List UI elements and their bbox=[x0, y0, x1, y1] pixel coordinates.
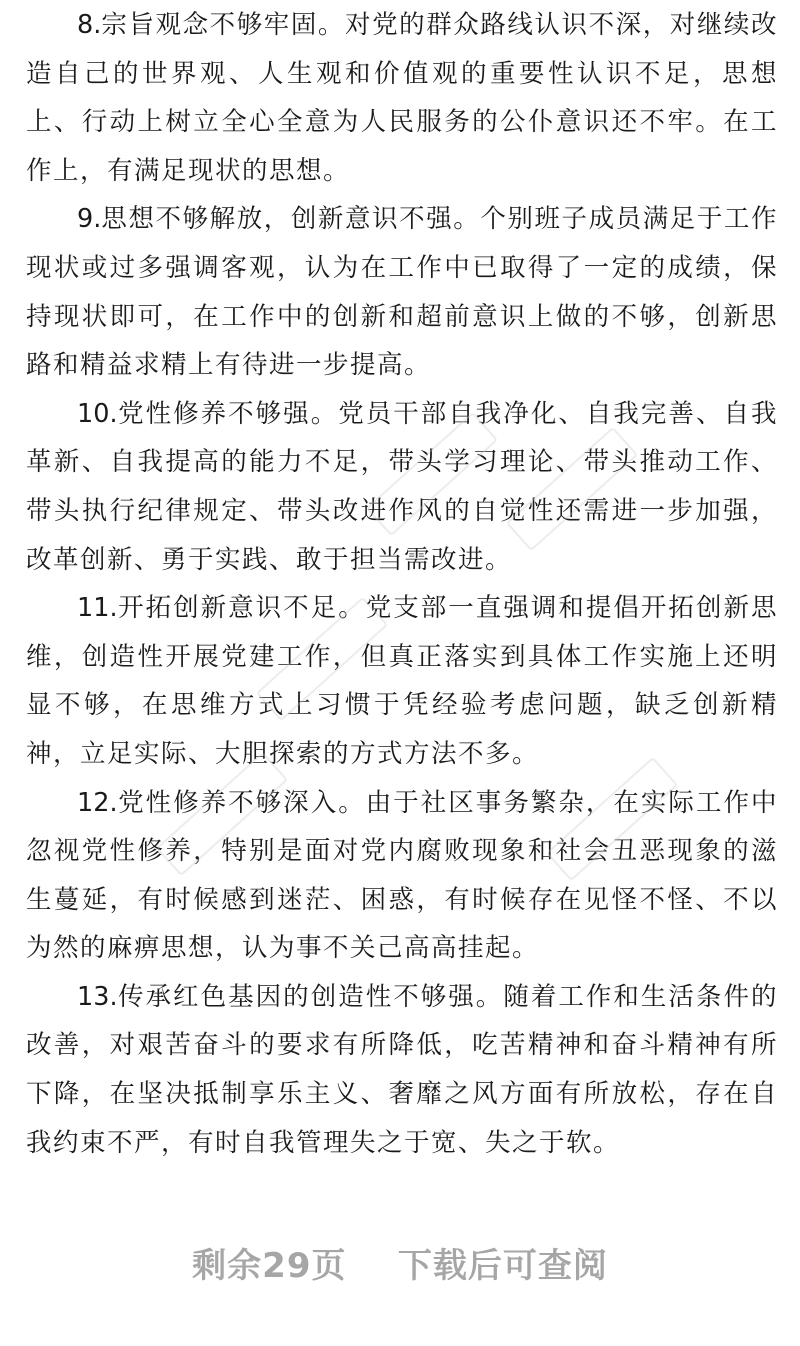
document-body bbox=[26, 0, 778, 1167]
paragraph-number: 11. bbox=[77, 593, 118, 624]
paragraph-text: 开拓创新意识不足。党支部一直强调和提倡开拓创新思维，创造性开展党建工作，但真正落实到具体工作实施上还明显不够，在思维方式上习惯于凭经验考虑问题，缺乏创新精神，立足实际、大胆探索的方式方法不多。 bbox=[26, 593, 778, 769]
paragraph-number: 9. bbox=[77, 204, 102, 235]
paragraph-text: 思想不够解放，创新意识不强。个别班子成员满足于工作现状或过多强调客观，认为在工作中已取得了一定的成绩，保持现状即可，在工作中的创新和超前意识上做的不够，创新思路和精益求精上有待进一步提高。 bbox=[26, 204, 778, 381]
paragraph-number: 10. bbox=[77, 398, 118, 429]
paragraph-number: 8. bbox=[77, 10, 102, 40]
paragraph-number: 12. bbox=[77, 787, 118, 818]
paragraph-number: 13. bbox=[77, 981, 118, 1012]
paragraph-text: 宗旨观念不够牢固。对党的群众路线认识不深，对继续改造自己的世界观、人生观和价值观的重要性认识不足，思想上、行动上树立全心全意为人民服务的公仆意识还不牢。在工作上，有满足现状的思想。 bbox=[26, 10, 778, 186]
paragraph-item-9 bbox=[26, 195, 778, 389]
paragraph-text: 党性修养不够深入。由于社区事务繁杂，在实际工作中忽视党性修养，特别是面对党内腐败现象和社会丑恶现象的滋生蔓延，有时候感到迷茫、困惑，有时候存在见怪不怪、不以为然的麻痹思想，认为事不关己高高挂起。 bbox=[26, 787, 778, 964]
paragraph-item-10 bbox=[26, 390, 778, 584]
paragraph-text: 党性修养不够强。党员干部自我净化、自我完善、自我革新、自我提高的能力不足，带头学习理论、带头推动工作、带头执行纪律规定、带头改进作风的自觉性还需进一步加强，改革创新、勇于实践、敢于担当需改进。 bbox=[26, 398, 778, 575]
download-to-read-label[interactable]: 下载后可查阅 bbox=[397, 1246, 608, 1286]
download-prompt[interactable] bbox=[0, 1238, 800, 1287]
paragraph-item-8 bbox=[26, 1, 778, 195]
paragraph-item-12 bbox=[26, 779, 778, 973]
paragraph-item-11 bbox=[26, 584, 778, 778]
remaining-pages-label[interactable]: 剩余29页 bbox=[192, 1246, 347, 1286]
paragraph-text: 传承红色基因的创造性不够强。随着工作和生活条件的改善，对艰苦奋斗的要求有所降低，吃苦精神和奋斗精神有所下降，在坚决抵制享乐主义、奢靡之风方面有所放松，存在自我约束不严，有时自我管理失之于宽、失之于软。 bbox=[26, 981, 778, 1158]
paragraph-item-13 bbox=[26, 973, 778, 1167]
